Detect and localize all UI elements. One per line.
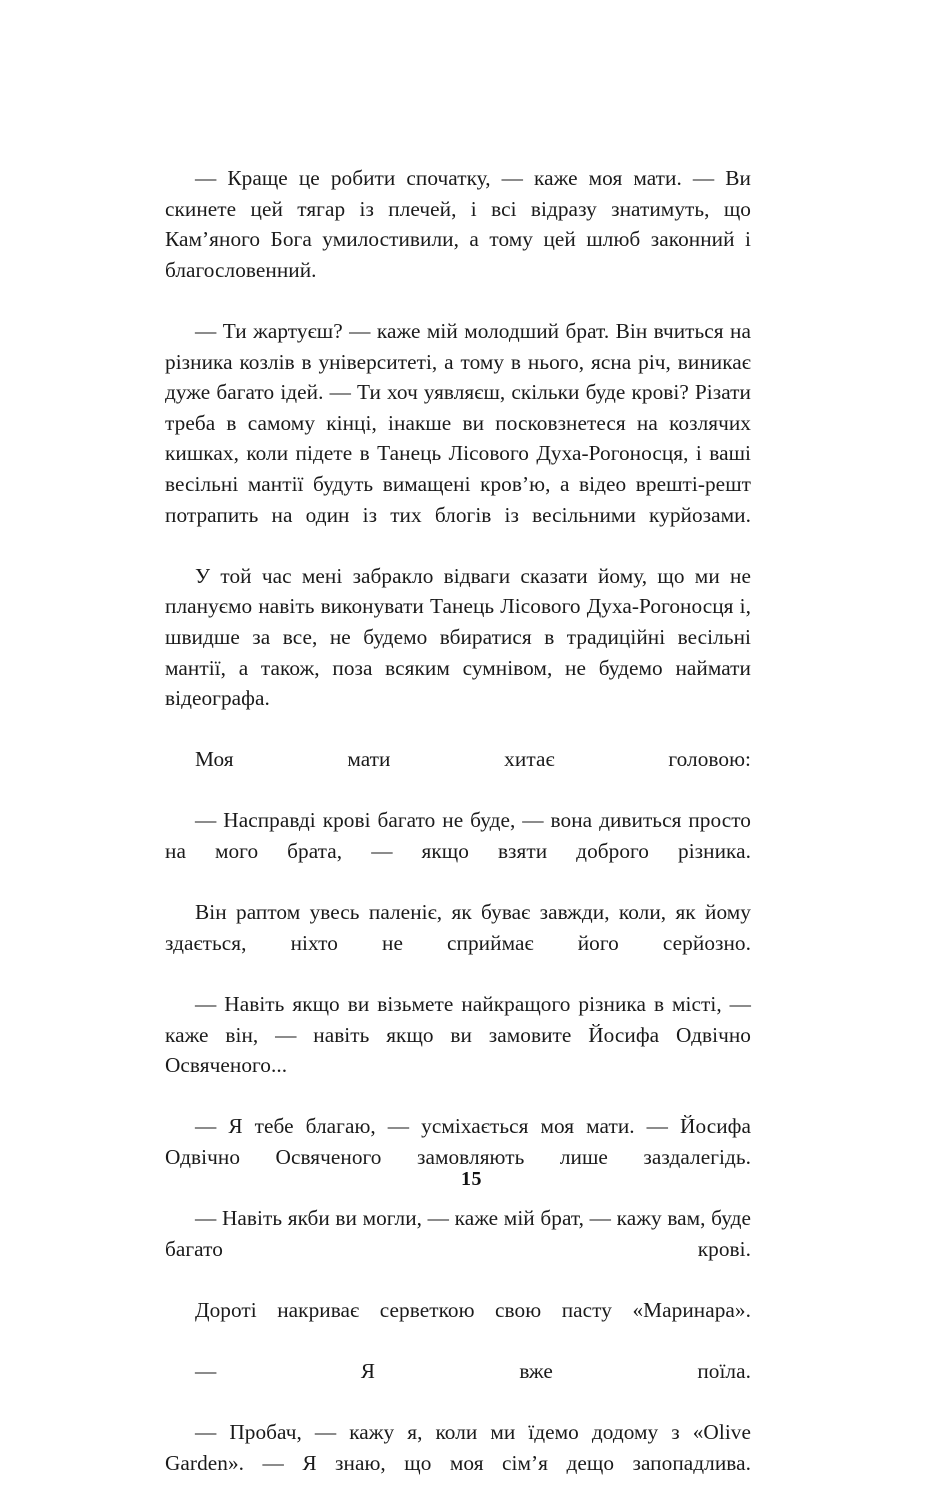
page-number: 15	[461, 1168, 482, 1190]
paragraph: — Пробач, — кажу я, коли ми їдемо додому з «Olive Garden». — Я знаю, що моя сім’я дещо запопадлива.	[165, 1420, 751, 1475]
paragraph: Моя мати хитає головою:	[195, 747, 751, 772]
page-text-block	[165, 163, 751, 1509]
paragraph: У той час мені забракло відваги сказати йому, що ми не плануємо навіть виконувати Танець Лісового Духа-Рогоносця і, швидше за все, не будемо вбиратися в традиційні весільні мантії, а також, поза всяким сумнівом, не будемо наймати відеографа.	[165, 563, 751, 711]
paragraph: — Навіть якби ви могли, — каже мій брат, — кажу вам, буде багато крові.	[165, 1206, 751, 1261]
paragraph: — Я тебе благаю, — усміхається моя мати. — Йосифа Одвічно Освяченого замовляють лише заздалегідь.	[165, 1114, 751, 1169]
paragraph: — Ти жартуєш? — каже мій молодший брат. Він вчиться на різника козлів в університеті, а тому в нього, ясна річ, виникає дуже багато ідей. — Ти хоч уявляєш, скільки буде крові? Різати треба в самому кінці, інакше ви посковзнетеся на козлячих кишках, коли підете в Танець Лісового Духа-Рогоносця, і ваші весільні мантії будуть вимащені кров’ю, а відео врешті-решт потрапить на один із тих блогів із весільними курйозами.	[165, 318, 751, 527]
paragraph: — Навіть якщо ви візьмете найкращого різника в місті, — каже він, — навіть якщо ви замовите Йосифа Одвічно Освяченого...	[165, 992, 751, 1078]
paragraph: — Я вже поїла.	[195, 1359, 751, 1384]
paragraph: Він раптом увесь паленіє, як буває завжди, коли, як йому здається, ніхто не сприймає його серйозно.	[165, 900, 751, 955]
paragraph: — Краще це робити спочатку, — каже моя мати. — Ви скинете цей тягар із плечей, і всі відразу знатимуть, що Кам’яного Бога умилостивили, а тому цей шлюб законний і благословенний.	[165, 166, 751, 282]
paragraph: Дороті накриває серветкою свою пасту «Маринара».	[195, 1297, 751, 1322]
paragraph: — Насправді крові багато не буде, — вона дивиться просто на мого брата, — якщо взяти доброго різника.	[165, 808, 751, 864]
